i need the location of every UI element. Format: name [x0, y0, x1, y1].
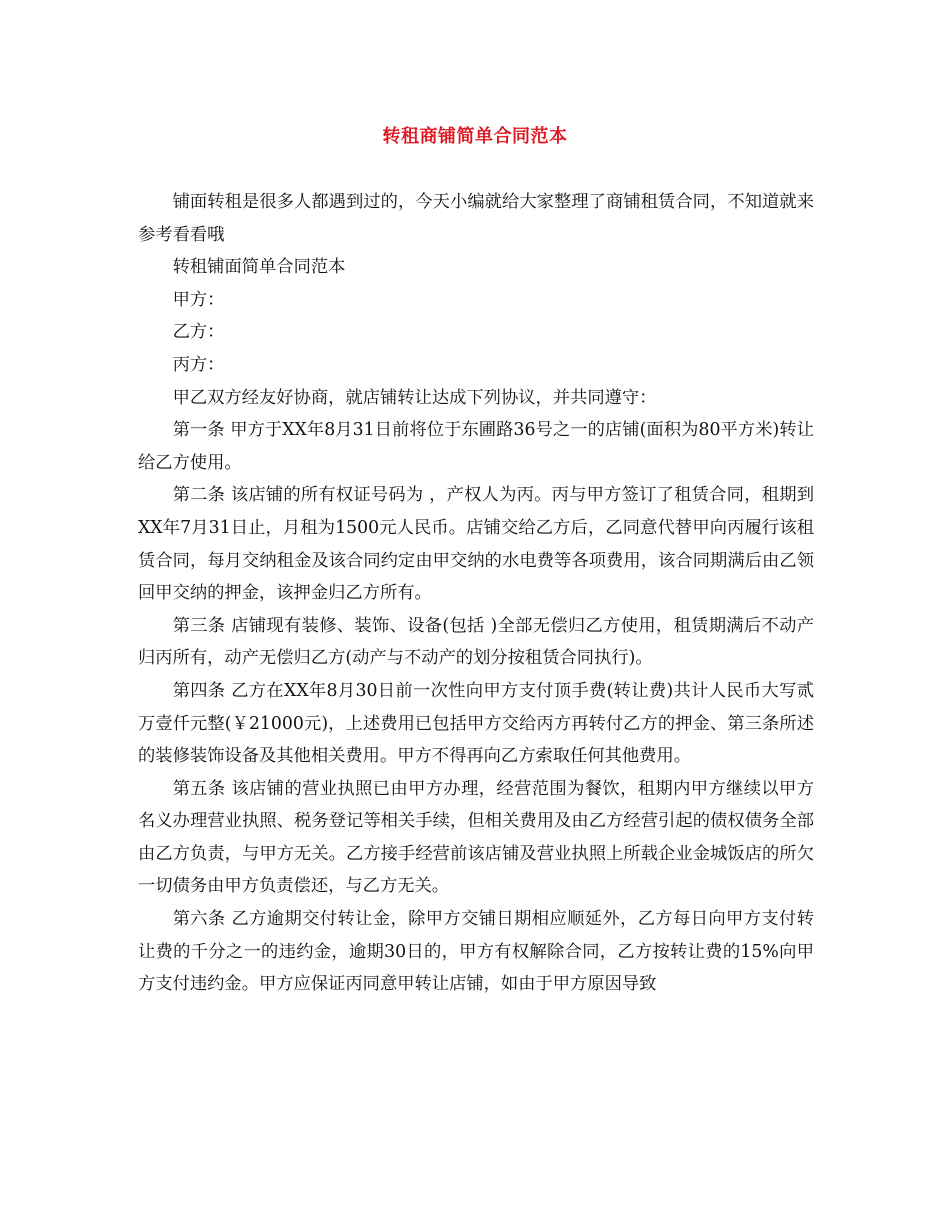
party-c-line: 丙方： — [172, 354, 225, 375]
document-title: 转租商铺简单合同范本 — [382, 126, 568, 147]
article-1: 第一条 甲方于XX年8月31日前将位于东圃路36号之一的店铺(面积为80平方米)转让给乙方使用。 — [138, 420, 814, 473]
article-2: 第二条 该店铺的所有权证号码为 ，产权人为丙。丙与甲方签订了租赁合同，租期到XX年7月31日止，月租为1500元人民币。店铺交给乙方后，乙同意代替甲向丙履行该租赁合同，每月交纳租金及该合同约定由甲交纳的水电费等各项费用，该合同期满后由乙领回甲交纳的押金，该押金归乙方所有。 — [138, 485, 814, 604]
paragraph-subtitle: 转租铺面简单合同范本 — [172, 257, 346, 278]
document-body — [138, 186, 814, 1001]
paragraph-intro: 铺面转租是很多人都遇到过的，今天小编就给大家整理了商铺租赁合同，不知道就来参考看看哦 — [138, 192, 814, 245]
article-3: 第三条 店铺现有装修、装饰、设备(包括 )全部无偿归乙方使用，租赁期满后不动产归丙所有，动产无偿归乙方(动产与不动产的划分按租赁合同执行)。 — [138, 615, 814, 669]
article-6: 第六条 乙方逾期交付转让金，除甲方交铺日期相应顺延外，乙方每日向甲方支付转让费的千分之一的违约金，逾期30日的，甲方有权解除合同，乙方按转让费的15%向甲方支付违约金。甲方应保证丙同意甲转让店铺，如由于甲方原因导致 — [138, 909, 814, 995]
article-4: 第四条 乙方在XX年8月30日前一次性向甲方支付顶手费(转让费)共计人民币大写贰万壹仟元整(￥21000元)，上述费用已包括甲方交给丙方再转付乙方的押金、第三条所述的装修装饰设备及其他相关费用。甲方不得再向乙方索取任何其他费用。 — [138, 680, 814, 767]
party-b-line: 乙方： — [172, 322, 225, 343]
paragraph-agreement-intro: 甲乙双方经友好协商，就店铺转让达成下列协议，并共同遵守： — [172, 387, 657, 408]
party-a-line: 甲方： — [172, 289, 225, 310]
article-5: 第五条 该店铺的营业执照已由甲方办理，经营范围为餐饮，租期内甲方继续以甲方名义办理营业执照、税务登记等相关手续，但相关费用及由乙方经营引起的债权债务全部由乙方负责，与甲方无关。乙方接手经营前该店铺及营业执照上所载企业金城饭店的所欠一切债务由甲方负责偿还，与乙方无关。 — [138, 778, 814, 897]
